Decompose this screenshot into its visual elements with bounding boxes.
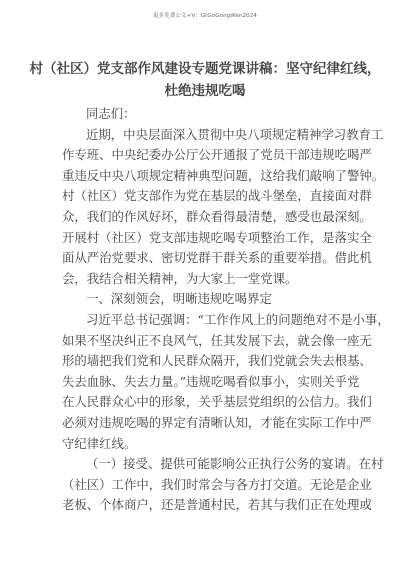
paragraph-line: （社区）工作中，我们时常会与各方打交道。无论是企业 (62, 476, 372, 492)
paragraph-line: 众，我们的作风好坏，群众看得最清楚，感受也最深刻。 (62, 208, 372, 224)
paragraph-line: 必须对违规吃喝的界定有清晰认知，才能在实际工作中严 (62, 414, 372, 430)
paragraph-line: 作专班、中央纪委办公厅公开通报了党员干部违规吃喝严 (62, 147, 372, 163)
paragraph-line: 习近平总书记强调：“工作作风上的问题绝对不是小事， (86, 311, 390, 327)
paragraph-line: 重违反中央八项规定精神典型问题，这给我们敲响了警钟。 (62, 167, 385, 183)
section-heading: 一、深刻领会，明晰违规吃喝界定 (86, 291, 272, 307)
document-title-line-2: 杜绝违规吃喝 (164, 83, 246, 99)
paragraph-line: 面从严治党要求、密切党群干群关系的重要举措。借此机 (62, 250, 372, 266)
paragraph-line: 形的墙把我们党和人民群众隔开，我们党就会失去根基、 (62, 353, 372, 369)
paragraph-line: 会，我结合相关精神，为大家上一堂党课。 (62, 270, 298, 286)
paragraph-line: 如果不坚决纠正不良风气，任其发展下去，就会像一座无 (62, 332, 372, 348)
paragraph-line: 近期，中央层面深入贯彻中央八项规定精神学习教育工 (86, 126, 384, 142)
salutation: 同志们： (86, 106, 136, 121)
paragraph-line: 失去血脉、失去力量。”违规吃喝看似事小，实则关乎党 (62, 373, 360, 389)
document-title-line-1: 村（社区）党支部作风建设专题党课讲稿：坚守纪律红线， (29, 61, 381, 77)
document-body (62, 104, 390, 516)
subsection-line: （一）接受、提供可能影响公正执行公务的宴请。在村 (86, 456, 384, 472)
header-note: 更多免费公文+V：GtGoGongWen2024 (153, 13, 257, 19)
paragraph-line: 村（社区）党支部作为党在基层的战斗堡垒，直接面对群 (62, 188, 372, 204)
paragraph-line: 守纪律红线。 (62, 435, 137, 451)
paragraph-line: 开展村（社区）党支部违规吃喝专项整治工作，是落实全 (62, 229, 372, 245)
paragraph-line: 老板、个体商户，还是普通村民，若其与我们正在处理或 (62, 497, 372, 513)
paragraph-line: 在人民群众心中的形象，关乎基层党组织的公信力。我们 (62, 394, 372, 410)
